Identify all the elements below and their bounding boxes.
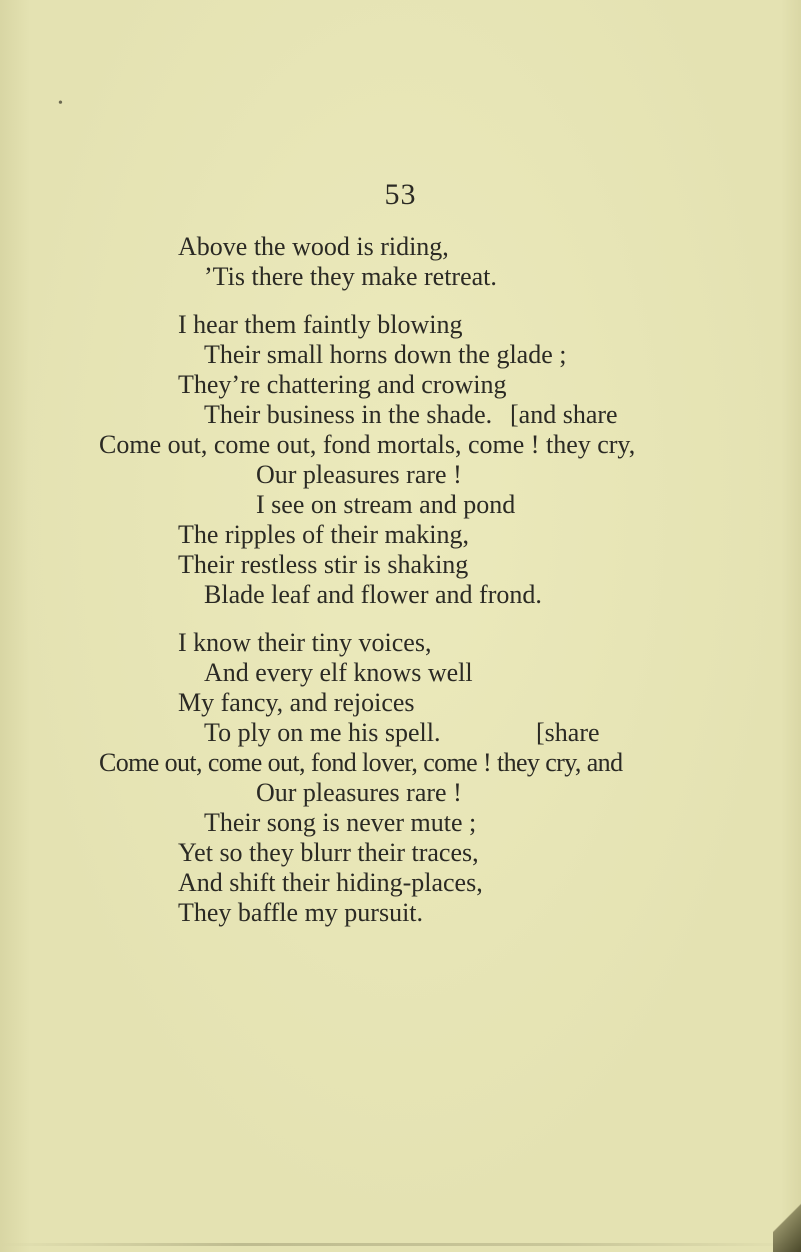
page-bottom-edge [0,1243,801,1246]
poem-line-refrain: Come out, come out, fond mortals, come ! they cry, [99,430,636,459]
poem-line-turnover: [and share [510,400,618,429]
poem-line: And shift their hiding-places, [178,868,483,897]
poem-line: Their small horns down the glade ; [204,340,567,369]
poem-line: Their song is never mute ; [204,808,477,837]
poem-line: Above the wood is riding, [178,232,449,261]
poem-line-refrain: Come out, come out, fond lover, come ! they cry, and [99,748,623,777]
poem-line: They’re chattering and crowing [178,370,507,399]
poem-line-refrain: Our pleasures rare ! [256,460,462,489]
poem-line: I know their tiny voices, [178,628,432,657]
poem-line-refrain: Our pleasures rare ! [256,778,462,807]
poem-line: They baffle my pursuit. [178,898,424,927]
page-number: 53 [384,178,417,211]
page-speck: • [58,96,63,111]
poem-line-turnover: [share [536,718,600,747]
poem-line: ’Tis there they make retreat. [204,262,497,291]
poem-line: Their business in the shade. [204,400,493,429]
poem-line: I hear them faintly blowing [178,310,463,339]
poem-line: And every elf knows well [204,658,473,687]
poem-line: My fancy, and rejoices [178,688,415,717]
corner-stain [773,1182,801,1252]
poem-line: The ripples of their making, [178,520,469,549]
poem-line: I see on stream and pond [256,490,516,519]
poem-line: To ply on me his spell. [204,718,441,747]
poem-line: Yet so they blurr their traces, [178,838,479,867]
poem-line: Blade leaf and flower and frond. [204,580,542,609]
poem-line: Their restless stir is shaking [178,550,469,579]
